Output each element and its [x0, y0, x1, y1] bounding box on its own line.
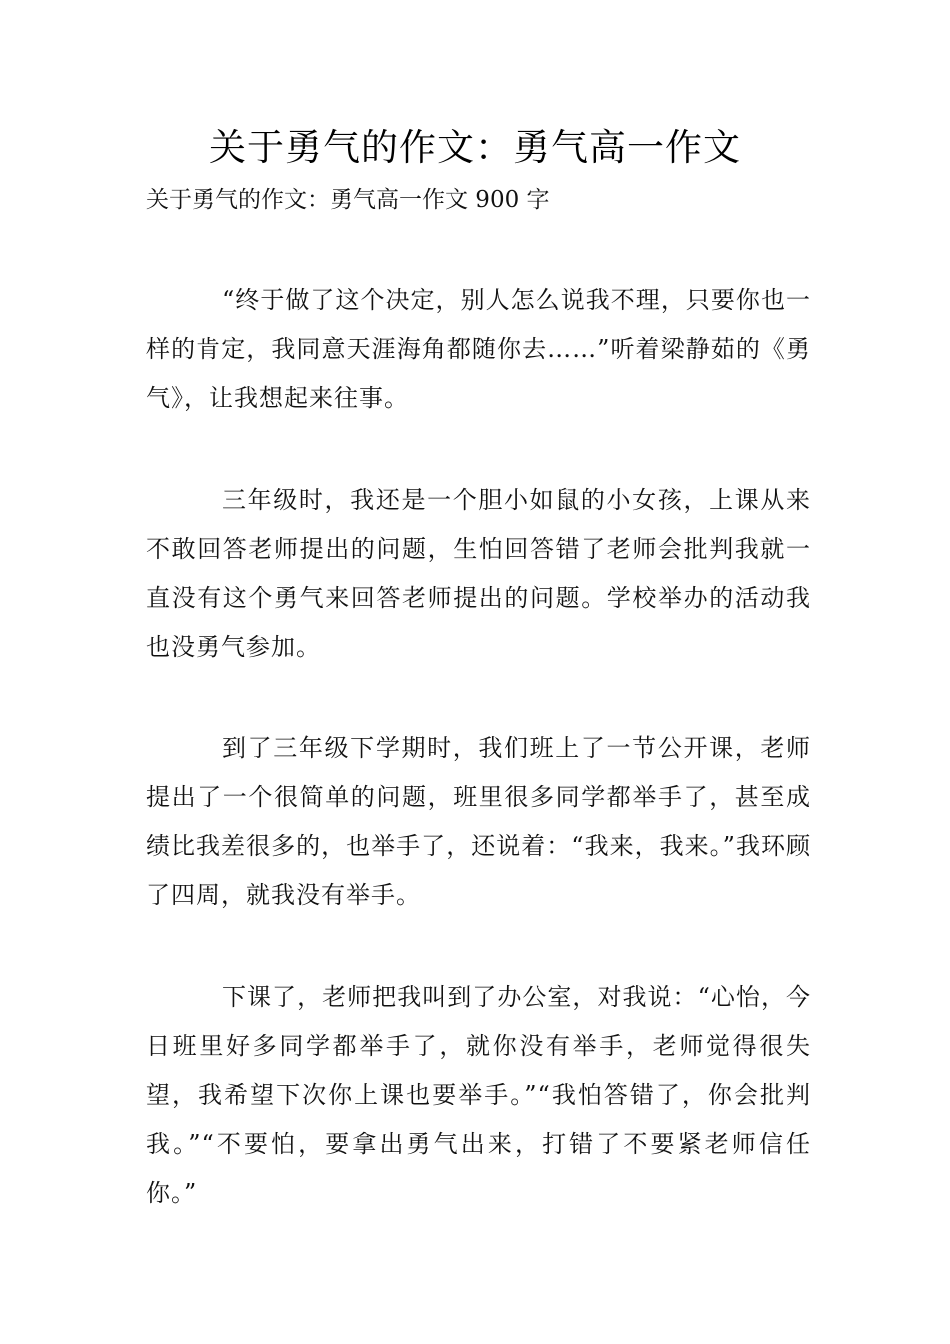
paragraph-3: 到了三年级下学期时，我们班上了一节公开课，老师提出了一个很简单的问题，班里很多同学都举手了，甚至成绩比我差很多的，也举手了，还说着：“我来，我来。”我环顾了四周，就我没有举手。: [146, 734, 811, 909]
document-title: 关于勇气的作文：勇气高一作文: [209, 126, 741, 169]
paragraph-4: 下课了，老师把我叫到了办公室，对我说：“心怡，今日班里好多同学都举手了，就你没有举手，老师觉得很失望，我希望下次你上课也要举手。”“我怕答错了，你会批判我。”“不要怕，要拿出勇气出来，打错了不要紧老师信任你。”: [146, 983, 811, 1207]
document-subtitle: 关于勇气的作文：勇气高一作文 900 字: [146, 187, 550, 213]
paragraph-2: 三年级时，我还是一个胆小如鼠的小女孩，上课从来不敢回答老师提出的问题，生怕回答错了老师会批判我就一直没有这个勇气来回答老师提出的问题。学校举办的活动我也没勇气参加。: [146, 486, 811, 661]
paragraph-1: “终于做了这个决定，别人怎么说我不理，只要你也一样的肯定，我同意天涯海角都随你去……”听着梁静茹的《勇气》，让我想起来往事。: [146, 286, 811, 412]
